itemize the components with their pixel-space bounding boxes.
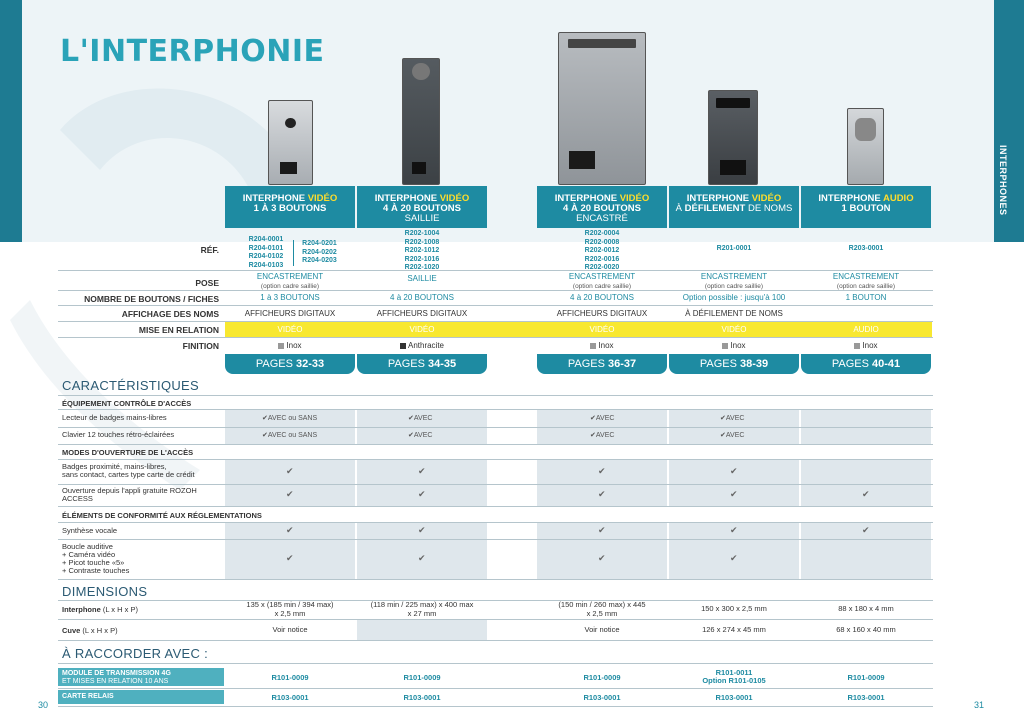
swatch-anthracite	[400, 343, 406, 349]
pose-col-5: ENCASTREMENT (option cadre saillie)	[832, 272, 900, 290]
relais-ref-2: R103-0001	[403, 693, 441, 702]
header-col-4: INTERPHONE VIDÉO À DÉFILEMENT DE NOMS	[669, 186, 799, 228]
divider	[58, 395, 933, 396]
mise-col-2: VIDÉO	[409, 325, 435, 334]
check-icon: ✔	[286, 466, 294, 476]
dims-cuve-1: Voir notice	[272, 625, 308, 634]
divider	[58, 579, 933, 580]
check-icon: ✔	[262, 432, 268, 439]
divider	[58, 427, 933, 428]
check-icon: ✔	[418, 466, 426, 476]
page-title: L'INTERPHONIE	[60, 34, 325, 69]
check-icon: ✔	[720, 415, 726, 422]
avec-1: ✔AVEC	[720, 415, 745, 422]
check-icon: ✔	[418, 489, 426, 499]
feature-boucle: Boucle auditive + Caméra vidéo + Picot touche «5» + Contraste touches	[62, 542, 130, 575]
fin-col-3: Inox	[537, 342, 667, 351]
pages-button-2[interactable]: PAGES 34-35	[357, 354, 487, 374]
dims-interphone-2: (118 min / 225 max) x 400 max x 27 mm	[370, 600, 474, 618]
left-band	[0, 0, 22, 242]
dims-interphone-label: Interphone (L x H x P)	[62, 605, 138, 614]
divider	[58, 484, 933, 485]
check-icon: ✔	[862, 525, 870, 535]
aff-col-2: AFFICHEURS DIGITAUX	[376, 309, 468, 318]
module-4g-label: MODULE DE TRANSMISSION 4G ET MISES EN RELATION 10 ANS	[58, 668, 224, 686]
fin-col-4: Inox	[669, 342, 799, 351]
swatch-inox	[854, 343, 860, 349]
check-icon: ✔	[408, 415, 414, 422]
device-image-3	[558, 32, 646, 185]
check-icon: ✔	[730, 466, 738, 476]
mise-col-1: VIDÉO	[277, 325, 303, 334]
nb-col-3: 4 à 20 BOUTONS	[570, 293, 634, 302]
check-icon: ✔	[598, 553, 606, 563]
dims-cuve-label: Cuve (L x H x P)	[62, 626, 118, 635]
device-image-2	[402, 58, 440, 185]
nb-col-2: 4 à 20 BOUTONS	[390, 293, 454, 302]
dims-interphone-4: 150 x 300 x 2,5 mm	[701, 604, 767, 613]
avec-2: ✔AVEC	[720, 432, 745, 439]
divider	[58, 506, 933, 507]
page-number-left: 30	[38, 700, 49, 710]
avec-2: ✔AVEC	[408, 432, 433, 439]
check-icon: ✔	[286, 525, 294, 535]
nb-col-4: Option possible : jusqu'à 100	[682, 293, 786, 302]
pose-col-2: SAILLIE	[407, 274, 437, 283]
mise-col-3: VIDÉO	[589, 325, 615, 334]
ref-col-1a: R204-0001 R204-0101 R204-0102 R204-0103	[248, 236, 284, 269]
dims-interphone-1: 135 x (185 min / 394 max) x 2,5 mm	[246, 600, 334, 618]
avec-2: ✔AVEC	[590, 432, 615, 439]
check-icon: ✔	[408, 432, 414, 439]
label-affichage: AFFICHAGE DES NOMS	[121, 309, 219, 319]
ref-col-3: R202-0004 R202-0008 R202-0012 R202-0016 R202-0020	[584, 230, 620, 271]
feature-lecteur: Lecteur de badges mains-libres	[62, 413, 167, 422]
check-icon: ✔	[418, 553, 426, 563]
check-icon: ✔	[598, 525, 606, 535]
check-icon: ✔	[286, 489, 294, 499]
dims-cuve-4: 126 x 274 x 45 mm	[702, 625, 766, 634]
divider	[58, 337, 933, 338]
fin-col-1: Inox	[225, 342, 355, 351]
check-icon: ✔	[730, 489, 738, 499]
section-dimensions: DIMENSIONS	[62, 584, 148, 599]
relais-ref-5: R103-0001	[847, 693, 885, 702]
swatch-inox	[278, 343, 284, 349]
dims-interphone-5: 88 x 180 x 4 mm	[838, 604, 894, 613]
ref-col-2: R202-1004 R202-1008 R202-1012 R202-1016 R202-1020	[404, 230, 440, 271]
avec-ou-sans-2: ✔AVEC ou SANS	[262, 432, 318, 439]
nb-col-5: 1 BOUTON	[845, 293, 887, 302]
header-col-3: INTERPHONE VIDÉO 4 À 20 BOUTONS ENCASTRÉ	[537, 186, 667, 228]
sub-conformite: ÉLÉMENTS DE CONFORMITÉ AUX RÉGLEMENTATIONS	[62, 511, 262, 520]
label-nb-boutons: NOMBRE DE BOUTONS / FICHES	[84, 294, 219, 304]
check-icon: ✔	[590, 415, 596, 422]
aff-col-4: À DÉFILEMENT DE NOMS	[685, 309, 783, 318]
module-ref-2: R101-0009	[403, 673, 441, 682]
check-icon: ✔	[862, 489, 870, 499]
divider	[58, 444, 933, 445]
pages-button-1[interactable]: PAGES 32-33	[225, 354, 355, 374]
device-image-1	[268, 100, 313, 185]
check-icon: ✔	[590, 432, 596, 439]
avec-1: ✔AVEC	[408, 415, 433, 422]
check-icon: ✔	[730, 525, 738, 535]
sub-equipement: ÉQUIPEMENT CONTRÔLE D'ACCÈS	[62, 399, 192, 408]
module-ref-1: R101-0009	[271, 673, 309, 682]
check-icon: ✔	[598, 466, 606, 476]
sub-modes-ouverture: MODES D'OUVERTURE DE L'ACCÈS	[62, 448, 194, 457]
header-col-1: INTERPHONE VIDÉO 1 À 3 BOUTONS	[225, 186, 355, 228]
device-image-4	[708, 90, 758, 185]
ref-col-1b: R204-0201 R204-0202 R204-0203	[293, 240, 345, 266]
divider	[58, 706, 933, 707]
header-col-5: INTERPHONE AUDIO 1 BOUTON	[801, 186, 931, 228]
pages-button-5[interactable]: PAGES 40-41	[801, 354, 931, 374]
check-icon: ✔	[262, 415, 268, 422]
mise-col-4: VIDÉO	[721, 325, 747, 334]
check-icon: ✔	[418, 525, 426, 535]
divider	[58, 688, 933, 689]
ref-col-5: R203-0001	[848, 245, 884, 252]
feature-clavier: Clavier 12 touches rétro-éclairées	[62, 430, 175, 439]
divider	[58, 600, 933, 601]
avec-1: ✔AVEC	[590, 415, 615, 422]
label-pose: POSE	[195, 278, 219, 288]
divider	[58, 305, 933, 306]
aff-col-3: AFFICHEURS DIGITAUX	[556, 309, 648, 318]
relais-ref-3: R103-0001	[583, 693, 621, 702]
fin-col-2: Anthracite	[357, 342, 487, 351]
feature-badges: Badges proximité, mains-libres, sans contact, cartes type carte de crédit	[62, 462, 195, 479]
label-mise-relation: MISE EN RELATION	[138, 325, 219, 335]
dims-cuve-5: 68 x 160 x 40 mm	[836, 625, 896, 634]
module-ref-5: R101-0009	[847, 673, 885, 682]
swatch-inox	[590, 343, 596, 349]
mise-col-5: AUDIO	[853, 325, 879, 334]
module-ref-3: R101-0009	[583, 673, 621, 682]
carte-relais-label: CARTE RELAIS	[58, 690, 224, 704]
device-image-5	[847, 108, 884, 185]
section-raccorder: À RACCORDER AVEC :	[62, 646, 209, 661]
relais-ref-4: R103-0001	[715, 693, 753, 702]
pages-button-4[interactable]: PAGES 38-39	[669, 354, 799, 374]
check-icon: ✔	[286, 553, 294, 563]
page-number-right: 31	[974, 700, 985, 710]
divider	[58, 539, 933, 540]
check-icon: ✔	[720, 432, 726, 439]
dims-interphone-3: (150 min / 260 max) x 445 x 2,5 mm	[558, 600, 646, 618]
fin-col-5: Inox	[801, 342, 931, 351]
pages-button-3[interactable]: PAGES 36-37	[537, 354, 667, 374]
pose-col-3: ENCASTREMENT (option cadre saillie)	[568, 272, 636, 290]
side-tab	[994, 0, 1024, 242]
cell-bg	[357, 620, 487, 640]
divider	[58, 640, 933, 641]
ref-col-4: R201-0001	[716, 245, 752, 252]
divider	[58, 663, 933, 664]
pose-col-4: ENCASTREMENT (option cadre saillie)	[700, 272, 768, 290]
label-finition: FINITION	[182, 341, 219, 351]
divider	[58, 619, 933, 620]
section-caracteristiques: CARACTÉRISTIQUES	[62, 378, 199, 393]
nb-col-1: 1 à 3 BOUTONS	[260, 293, 320, 302]
relais-ref-1: R103-0001	[271, 693, 309, 702]
aff-col-1: AFFICHEURS DIGITAUX	[244, 309, 336, 318]
dims-cuve-3: Voir notice	[584, 625, 620, 634]
avec-ou-sans-1: ✔AVEC ou SANS	[262, 415, 318, 422]
check-icon: ✔	[598, 489, 606, 499]
check-icon: ✔	[730, 553, 738, 563]
divider	[58, 270, 933, 271]
pose-col-1: ENCASTREMENT (option cadre saillie)	[256, 272, 324, 290]
swatch-inox	[722, 343, 728, 349]
label-ref: RÉF.	[200, 245, 219, 255]
header-col-2: INTERPHONE VIDÉO 4 À 20 BOUTONS SAILLIE	[357, 186, 487, 228]
module-ref-4: R101-0011 Option R101-0105	[702, 668, 766, 685]
feature-synthese: Synthèse vocale	[62, 526, 118, 535]
feature-appli: Ouverture depuis l'appli gratuite ROZOH ACCESS	[62, 486, 197, 503]
side-tab-label: INTERPHONES	[998, 145, 1008, 216]
